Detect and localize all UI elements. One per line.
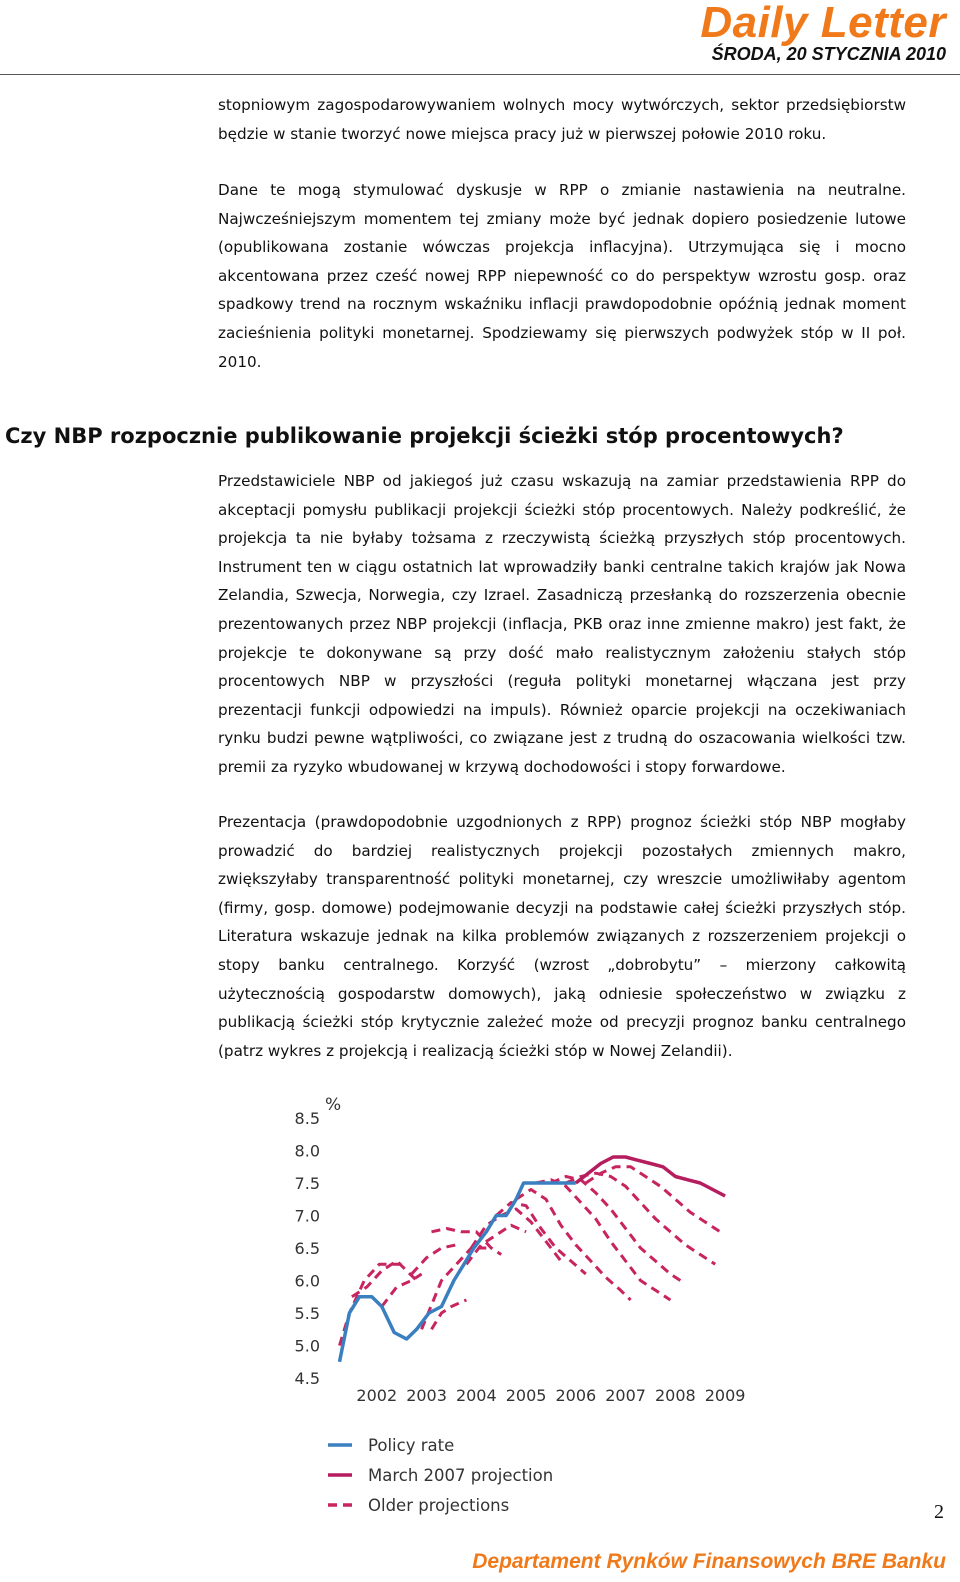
older-projection-line (382, 1274, 422, 1307)
x-tick-label: 2005 (505, 1386, 547, 1405)
x-axis-ticks (356, 1386, 745, 1405)
older-projection-line (432, 1229, 502, 1255)
x-tick-label: 2007 (605, 1386, 646, 1405)
x-tick-label: 2009 (704, 1386, 746, 1405)
y-tick-label: 6.5 (294, 1239, 320, 1258)
x-tick-label: 2003 (406, 1386, 447, 1405)
page-number: 2 (934, 1501, 944, 1523)
y-tick-label: 8.5 (294, 1109, 320, 1128)
y-tick-label: 5.0 (294, 1336, 320, 1356)
chart-legend (328, 1436, 553, 1515)
y-tick-label: 8.0 (294, 1141, 320, 1161)
y-tick-label: 4.5 (294, 1369, 320, 1388)
policy-rate-line (340, 1183, 576, 1362)
legend-label: Older projections (368, 1496, 510, 1515)
header-divider (0, 74, 960, 75)
y-tick-label: 6.0 (294, 1271, 320, 1291)
older-projection-line (422, 1248, 487, 1329)
legend-label: Policy rate (368, 1436, 455, 1455)
section-paragraph: Przedstawiciele NBP od jakiegoś już czasu wskazują na zamiar przedstawienia RPP do akceptacji pomysłu publikacji projekcji ścieżki stóp procentowych. Należy podkreślić, że projekcja ta nie byłaby tożsama z rzeczywistą ścieżką przyszłych stóp procentowych. Instrument ten w ciągu ostatnich lat wprowadziły banki centralne takich krajów jak Nowa Zelandia, Szwecja, Norwegia, czy Izrael. Zasadniczą przesłanką do rozszerzenia obecnie prezentowanych przez NBP projekcji (inflacja, PKB oraz inne zmienne makro) jest fakt, że projekcje te dokonywane są przy dość mało realistycznym założeniu stałych stóp procentowych NBP w przyszłości (reguła polityki monetarnej włączana jest przy prezentacji funkcji odpowiedzi na impuls). Również oparcie projekcji na oczekiwaniach rynku budzi pewne wątpliwości, co związane jest z trudną do oszacowania wielkości tzw. premii za ryzyko wbudowanej w krzywą dochodowości i stopy forwardowe. (218, 472, 906, 776)
body-paragraph: stopniowym zagospodarowywaniem wolnych mocy wytwórczych, sektor przedsiębiorstw będzie w stanie tworzyć nowe miejsca pracy już w pierwszej połowie 2010 roku. (218, 96, 906, 143)
body-paragraph: Dane te mogą stymulować dyskusje w RPP o zmianie nastawienia na neutralne. Najwcześniejszym momentem tej zmiany może być jednak dopiero posiedzenie lutowe (opublikowana zostanie wówczas projekcja inflacyjna). Utrzymująca się i mocno akcentowana przez cześć nowej RPP niepewność co do perspektyw wzrostu gosp. oraz spadkowy trend na rocznym wskaźniku inflacji prawdopodobnie opóźnią jednak moment zacieśnienia polityki monetarnej. Spodziewamy się pierwszych podwyżek stóp w II poł. 2010. (218, 181, 906, 371)
footer-department: Departament Rynków Finansowych BRE Banku (472, 1550, 946, 1573)
chart-lines (340, 1157, 726, 1362)
y-tick-label: 7.5 (294, 1174, 320, 1193)
older-projection-line (536, 1180, 670, 1300)
older-projection-line (566, 1173, 715, 1264)
older-projection-line (586, 1167, 720, 1232)
older-projection-line (352, 1261, 417, 1297)
y-axis-unit-label: % (325, 1095, 342, 1115)
x-tick-label: 2006 (555, 1386, 597, 1405)
older-projection-line (432, 1300, 467, 1329)
x-tick-label: 2002 (356, 1386, 398, 1405)
legend-label: March 2007 projection (368, 1466, 554, 1485)
y-tick-label: 7.0 (294, 1206, 320, 1226)
x-tick-label: 2008 (654, 1386, 696, 1405)
y-tick-label: 5.5 (294, 1304, 320, 1323)
header-date: ŚRODA, 20 STYCZNIA 2010 (711, 44, 946, 64)
older-projection-line (340, 1264, 402, 1345)
x-tick-label: 2004 (455, 1386, 497, 1405)
older-projection-line (551, 1177, 685, 1284)
policy-rate-chart (280, 1088, 760, 1528)
y-axis-ticks (295, 1109, 320, 1388)
section-heading: Czy NBP rozpocznie publikowanie projekcji ścieżki stóp procentowych? (5, 424, 844, 448)
march-2007-projection-line (576, 1157, 725, 1196)
header-title: Daily Letter (700, 0, 946, 47)
section-paragraph: Prezentacja (prawdopodobnie uzgodnionych z RPP) prognoz ścieżki stóp NBP mogłaby prowadzić do bardziej realistycznych projekcji pozostałych zmiennych makro, zwiększyłaby transparentność polityki monetarnej, czy wreszcie umożliwiłaby agentom (firmy, gosp. domowe) podejmowanie decyzji na podstawie całej ścieżki przyszłych stóp. Literatura wskazuje jednak na kilka problemów związanych z rozszerzeniem projekcji o stopy banku centralnego. Korzyść (wzrost „dobrobytu” – mierzony całkowitą użytecznością gospodarstw domowych), jaką odniesie społeczeństwo w związku z publikacją ścieżki stóp krytycznie zależeć może od precyzji prognoz banku centralnego (patrz wykres z projekcją i realizacją ścieżki stóp w Nowej Zelandii). (218, 813, 906, 1060)
